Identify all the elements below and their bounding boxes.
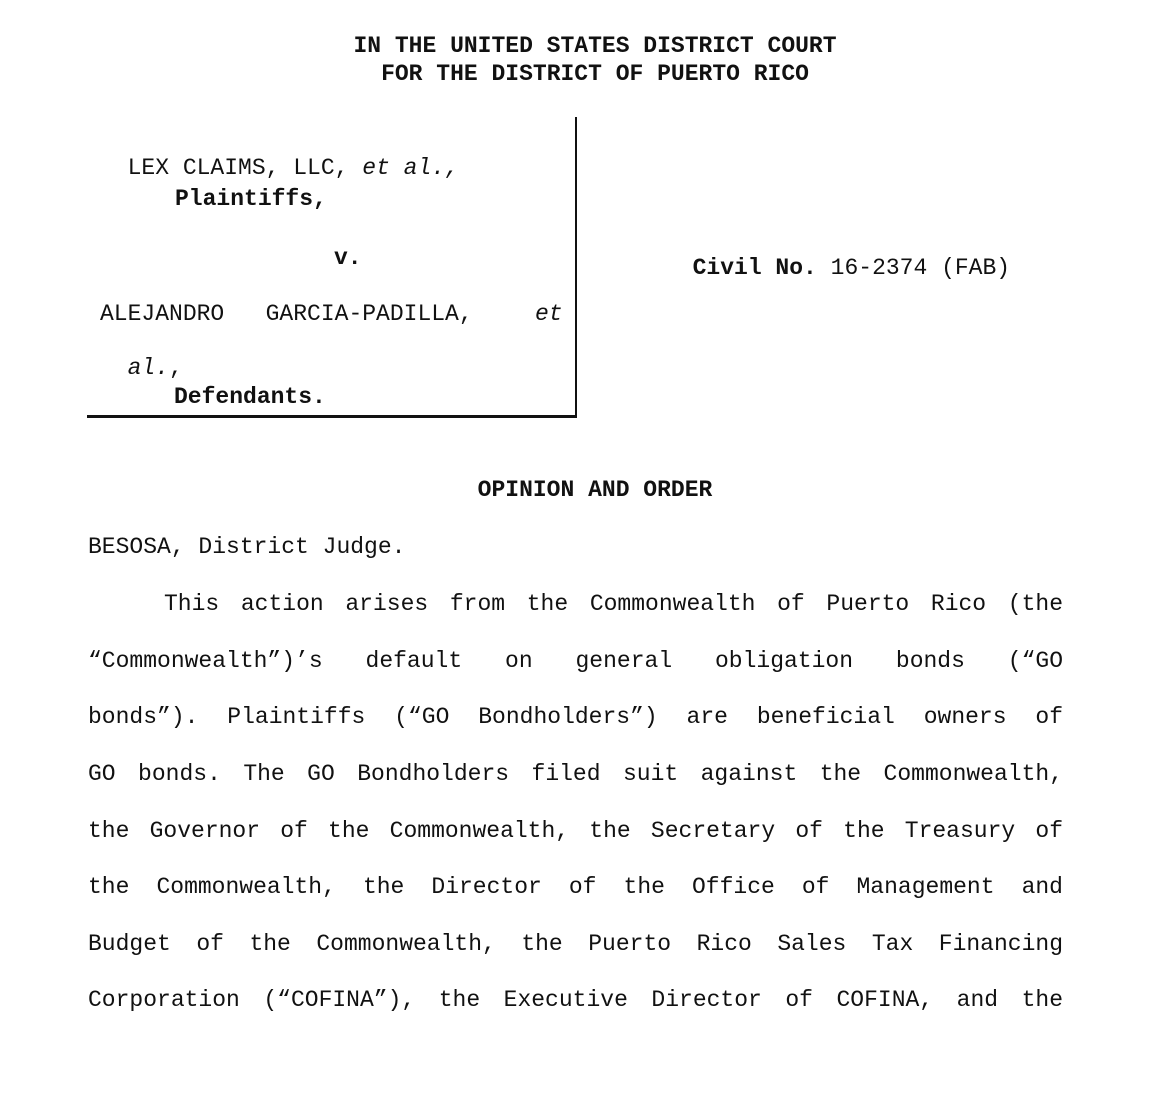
document-title: OPINION AND ORDER (477, 477, 713, 503)
body-line-3: bonds”). Plaintiffs (“GO Bondholders”) are beneficial owners of (88, 704, 1063, 730)
plaintiff-name-text: LEX CLAIMS, LLC, (127, 155, 349, 181)
defendant-al-comma: , (169, 355, 183, 381)
plaintiffs-label: Plaintiffs, (175, 186, 327, 212)
plaintiff-et-al: et al., (362, 155, 459, 181)
civil-number (665, 232, 1010, 280)
judge-line: BESOSA, District Judge. (88, 534, 406, 560)
body-line-6: the Commonwealth, the Director of the Office of Management and (88, 874, 1063, 900)
civil-no-label: Civil No. (692, 255, 817, 281)
body-line-7: Budget of the Commonwealth, the Puerto Rico Sales Tax Financing (88, 931, 1063, 957)
body-line-5: the Governor of the Commonwealth, the Secretary of the Treasury of (88, 818, 1063, 844)
defendant-et: et (535, 301, 563, 327)
body-line-2: “Commonwealth”)’s default on general obligation bonds (“GO (88, 648, 1063, 674)
court-name-line-1: IN THE UNITED STATES DISTRICT COURT (353, 33, 837, 59)
civil-no-value: 16-2374 (FAB) (830, 255, 1011, 281)
defendant-al (100, 332, 183, 380)
defendant-name: ALEJANDRO GARCIA-PADILLA, (100, 301, 473, 327)
plaintiff-name (100, 132, 459, 180)
court-name-line-2: FOR THE DISTRICT OF PUERTO RICO (381, 61, 809, 87)
defendants-label: Defendants. (174, 384, 326, 410)
body-line-8: Corporation (“COFINA”), the Executive Director of COFINA, and the (88, 987, 1063, 1013)
defendant-al-text: al. (127, 355, 170, 381)
body-line-1: This action arises from the Commonwealth of Puerto Rico (the (164, 591, 1063, 617)
body-line-4: GO bonds. The GO Bondholders filed suit against the Commonwealth, (88, 761, 1063, 787)
versus-label: v. (334, 245, 362, 271)
